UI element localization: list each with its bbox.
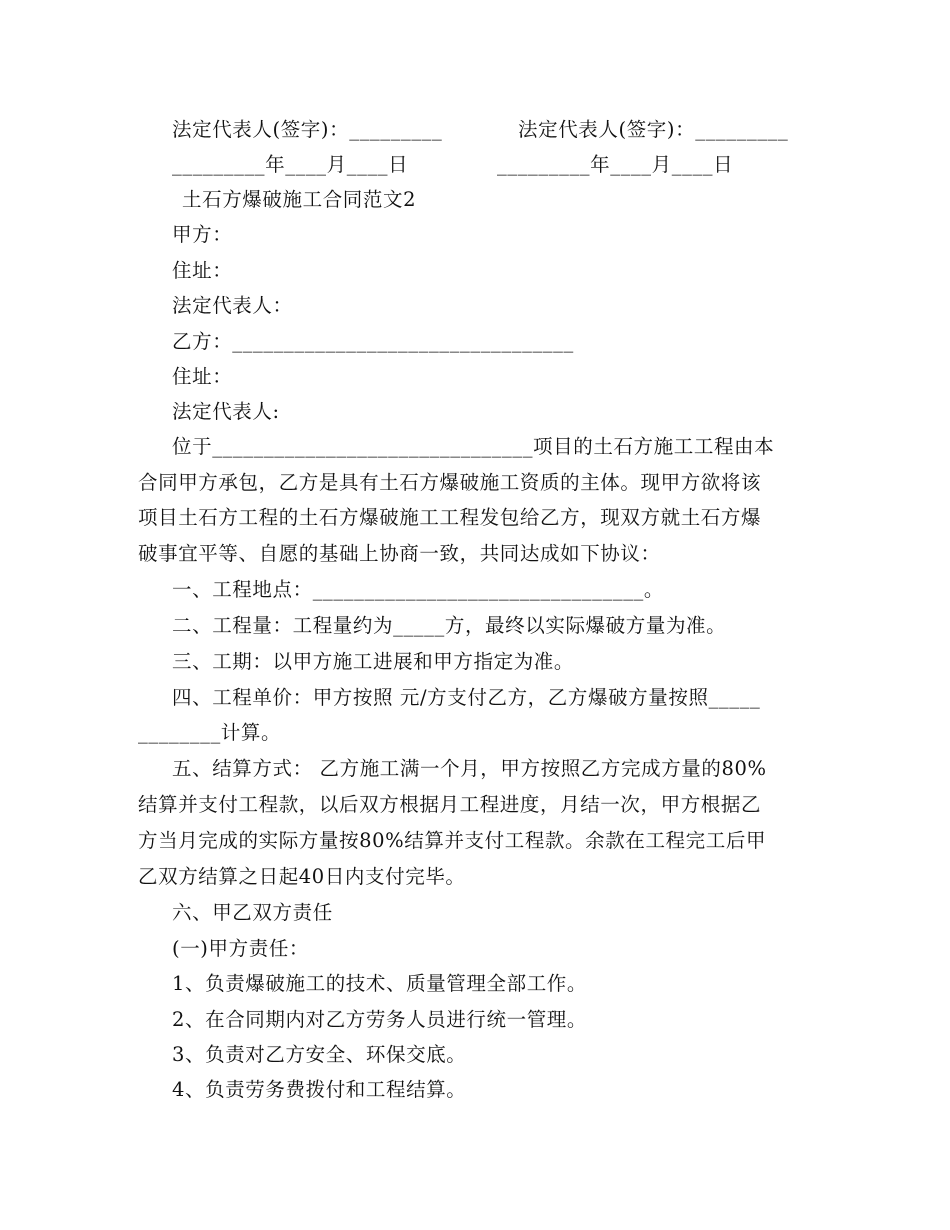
signature-left-label: 法定代表人(签字)：_________ [172,118,443,141]
clause-quantity: 二、工程量：工程量约为_____方，最终以实际爆破方量为准。 [172,614,727,637]
clause-settlement-cont: 结算并支付工程款，以后双方根据月工程进度，月结一次，甲方根据乙 [138,793,762,816]
party-b-address: 住址： [172,365,233,388]
clause-schedule: 三、工期：以甲方施工进展和甲方指定为准。 [172,650,575,673]
party-a-representative: 法定代表人： [172,294,293,317]
party-a-address: 住址： [172,259,233,282]
document-heading: 土石方爆破施工合同范文2 [182,188,417,211]
clause-settlement-cont: 乙双方结算之日起40日内支付完毕。 [138,865,466,888]
responsibility-item: 4、负责劳务费拨付和工程结算。 [172,1078,467,1101]
signature-left-date: _________年____月____日 [172,153,409,176]
intro-line: 项目土石方工程的土石方爆破施工工程发包给乙方，现双方就土石方爆 [138,506,762,529]
intro-line: 破事宜平等、自愿的基础上协商一致，共同达成如下协议： [138,542,661,565]
clause-responsibilities: 六、甲乙双方责任 [172,901,333,924]
intro-line: 合同甲方承包，乙方是具有土石方爆破施工资质的主体。现甲方欲将该 [138,471,762,494]
intro-line: 位于_______________________________项目的土石方施工工程由本 [172,435,775,458]
responsibility-item: 2、在合同期内对乙方劳务人员进行统一管理。 [172,1008,588,1031]
party-b: 乙方：_________________________________ [172,330,574,353]
party-a: 甲方： [172,223,233,246]
clause-unit-price: 四、工程单价：甲方按照 元/方支付乙方，乙方爆破方量按照_____ [172,686,761,709]
clause-location: 一、工程地点：________________________________。 [172,578,664,601]
responsibility-item: 1、负责爆破施工的技术、质量管理全部工作。 [172,972,588,995]
clause-unit-price-cont: ________计算。 [138,721,282,744]
responsibility-item: 3、负责对乙方安全、环保交底。 [172,1043,467,1066]
clause-settlement: 五、结算方式： 乙方施工满一个月，甲方按照乙方完成方量的80% [172,757,767,780]
party-a-responsibilities-heading: (一)甲方责任： [172,937,310,960]
clause-settlement-cont: 方当月完成的实际方量按80%结算并支付工程款。余款在工程完工后甲 [138,829,767,852]
party-b-representative: 法定代表人: [172,400,280,423]
signature-right-date: _________年____月____日 [497,153,734,176]
signature-right-label: 法定代表人(签字)：_________ [518,118,789,141]
